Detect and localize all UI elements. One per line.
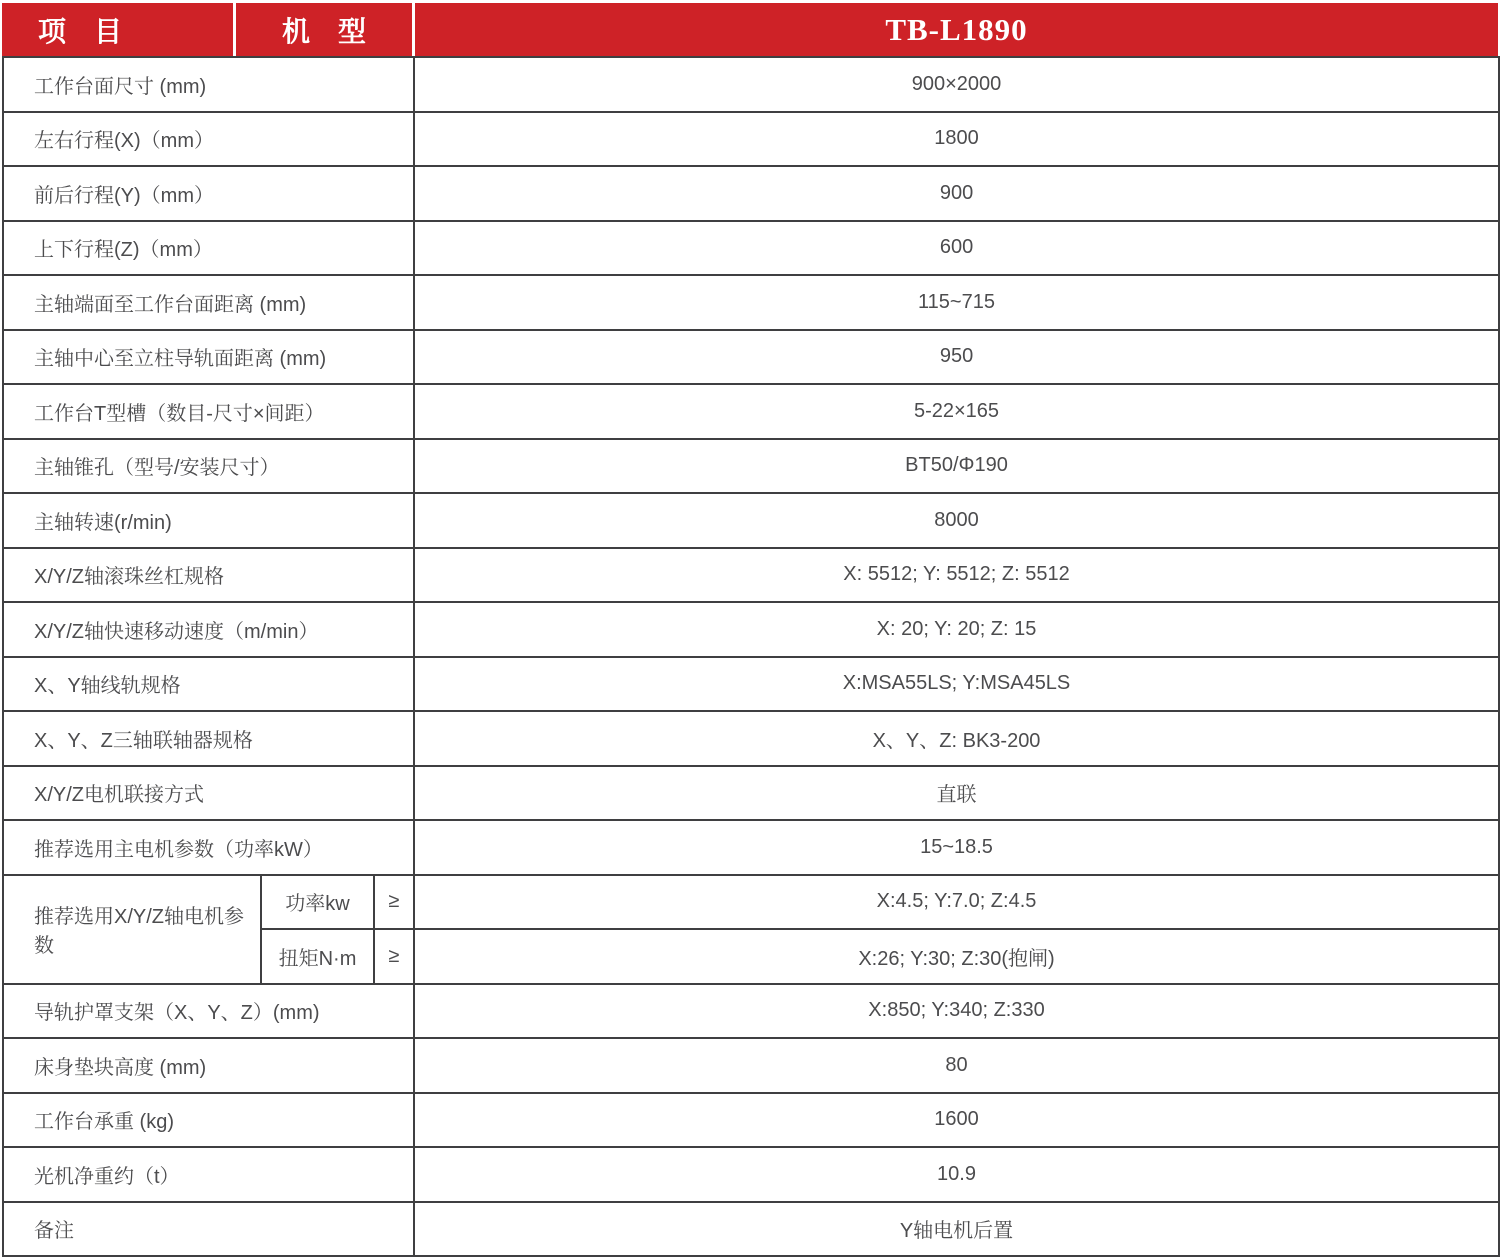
spec-value: 1600 [414,1093,1499,1148]
spec-row [3,112,1499,167]
spec-label: X/Y/Z电机联接方式 [3,766,414,821]
spec-value: X: 20; Y: 20; Z: 15 [414,602,1499,657]
spec-row [3,1147,1499,1202]
spec-row [3,548,1499,603]
gte-symbol: ≥ [374,929,414,984]
motor-param-row [3,875,1499,930]
spec-row [3,820,1499,875]
spec-label: 导轨护罩支架（X、Y、Z）(mm) [3,984,414,1039]
spec-row [3,657,1499,712]
header-model-label: 机 型 [281,15,366,47]
spec-label: 主轴转速(r/min) [3,493,414,548]
spec-label: 左右行程(X)（mm） [3,112,414,167]
spec-label: 备注 [3,1202,414,1257]
spec-row [3,384,1499,439]
spec-value: 10.9 [414,1147,1499,1202]
spec-label: 床身垫块高度 (mm) [3,1038,414,1093]
spec-label: X、Y轴线轨规格 [3,657,414,712]
spec-row [3,1093,1499,1148]
spec-label: 工作台面尺寸 (mm) [3,57,414,112]
spec-value: X: 5512; Y: 5512; Z: 5512 [414,548,1499,603]
spec-label: 推荐选用主电机参数（功率kW） [3,820,414,875]
spec-row [3,439,1499,494]
spec-value: Y轴电机后置 [414,1202,1499,1257]
spec-value: BT50/Φ190 [414,439,1499,494]
spec-label: X、Y、Z三轴联轴器规格 [3,711,414,766]
spec-label: X/Y/Z轴快速移动速度（m/min） [3,602,414,657]
spec-row [3,493,1499,548]
spec-value: X:850; Y:340; Z:330 [414,984,1499,1039]
spec-value: 直联 [414,766,1499,821]
spec-value: 900×2000 [414,57,1499,112]
motor-param-name: 扭矩N·m [261,929,374,984]
spec-value: X:26; Y:30; Z:30(抱闸) [414,929,1499,984]
spec-row [3,275,1499,330]
spec-label: 前后行程(Y)（mm） [3,166,414,221]
header-model-value: TB-L1890 [885,11,1028,47]
spec-row [3,221,1499,276]
spec-value: 115~715 [414,275,1499,330]
spec-value: X:4.5; Y:7.0; Z:4.5 [414,875,1499,930]
spec-label: 主轴端面至工作台面距离 (mm) [3,275,414,330]
spec-row [3,166,1499,221]
spec-value: 80 [414,1038,1499,1093]
spec-label: 工作台T型槽（数目-尺寸×间距） [3,384,414,439]
spec-row [3,1202,1499,1257]
spec-row [3,984,1499,1039]
spec-value: 900 [414,166,1499,221]
spec-row [3,602,1499,657]
spec-label: 上下行程(Z)（mm） [3,221,414,276]
motor-param-name: 功率kw [261,875,374,930]
spec-value: 950 [414,330,1499,385]
spec-row [3,1038,1499,1093]
spec-label: 主轴锥孔（型号/安装尺寸） [3,439,414,494]
gte-symbol: ≥ [374,875,414,930]
spec-value: 1800 [414,112,1499,167]
spec-value: 8000 [414,493,1499,548]
spec-value: 15~18.5 [414,820,1499,875]
spec-table [2,56,1500,1257]
spec-value: 600 [414,221,1499,276]
spec-label: 光机净重约（t） [3,1147,414,1202]
spec-row [3,711,1499,766]
spec-row [3,766,1499,821]
spec-value: 5-22×165 [414,384,1499,439]
spec-label: X/Y/Z轴滚珠丝杠规格 [3,548,414,603]
spec-value: X:MSA55LS; Y:MSA45LS [414,657,1499,712]
table-header [2,3,1498,56]
spec-row [3,57,1499,112]
spec-label: 工作台承重 (kg) [3,1093,414,1148]
spec-value: X、Y、Z: BK3-200 [414,711,1499,766]
header-item-label: 项 目 [38,15,123,47]
spec-row [3,330,1499,385]
motor-param-label: 推荐选用X/Y/Z轴电机参数 [3,875,261,984]
spec-label: 主轴中心至立柱导轨面距离 (mm) [3,330,414,385]
